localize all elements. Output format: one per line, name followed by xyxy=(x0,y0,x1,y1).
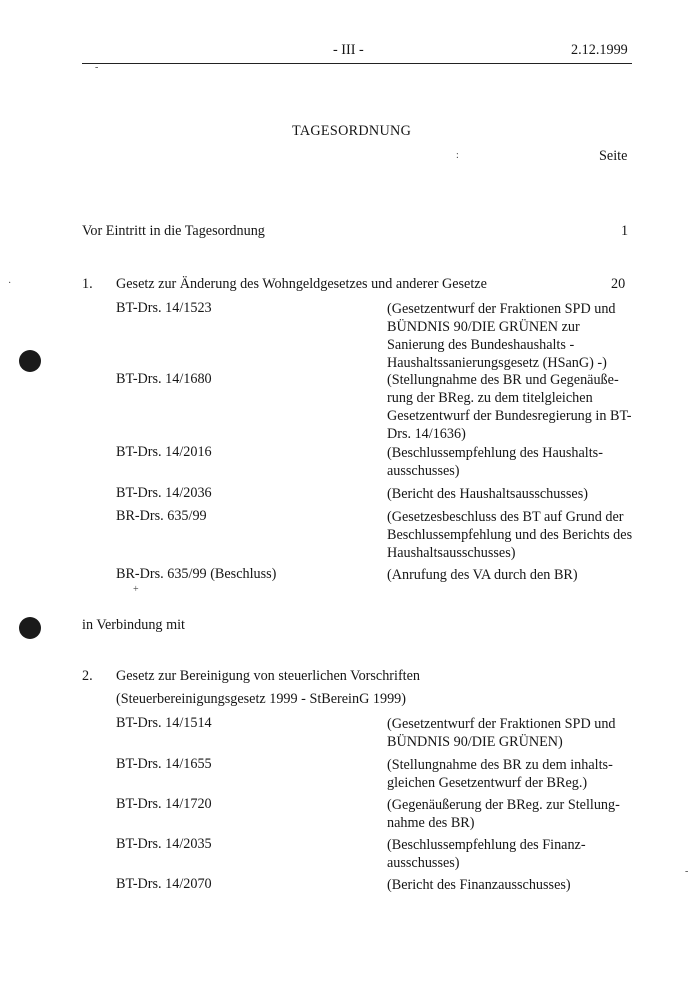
document-reference: BR-Drs. 635/99 (Beschluss) xyxy=(116,566,277,582)
document-description: (Beschlussempfehlung des Haushaltsausschusses) xyxy=(387,445,603,479)
page-number: - III - xyxy=(333,42,364,58)
scan-mark: : xyxy=(456,150,459,161)
document-reference: BT-Drs. 14/1523 xyxy=(116,300,212,316)
document-description: (Gegenäußerung der BReg. zur Stellungnahme des BR) xyxy=(387,797,620,831)
scan-mark: - xyxy=(685,866,689,877)
agenda-item-title: Gesetz zur Bereinigung von steuerlichen Vorschriften xyxy=(116,668,421,684)
scan-mark: · xyxy=(8,278,12,289)
document-description: (Beschlussempfehlung des Finanzausschusses) xyxy=(387,837,586,871)
document-reference: BT-Drs. 14/2016 xyxy=(116,444,212,460)
document-description: (Gesetzentwurf der Fraktionen SPD und BÜNDNIS 90/DIE GRÜNEN zur Sanierung des Bundeshaushalts - Haushaltssanierungsgesetz (HSanG) -) xyxy=(387,301,616,371)
document-reference: BT-Drs. 14/1655 xyxy=(116,756,212,772)
punch-hole xyxy=(19,350,41,372)
agenda-item-title: Gesetz zur Änderung des Wohngeldgesetzes und anderer Gesetze xyxy=(116,276,487,292)
scan-mark: - xyxy=(95,62,99,73)
scan-mark: + xyxy=(133,584,139,595)
document-reference: BR-Drs. 635/99 xyxy=(116,508,207,524)
agenda-item-number: 1. xyxy=(82,276,93,292)
document-reference: BT-Drs. 14/2035 xyxy=(116,836,212,852)
header-rule xyxy=(82,63,632,64)
document-reference: BT-Drs. 14/2036 xyxy=(116,485,212,501)
document-reference: BT-Drs. 14/1680 xyxy=(116,371,212,387)
intro-text: Vor Eintritt in die Tagesordnung xyxy=(82,223,265,239)
agenda-item-number: 2. xyxy=(82,668,93,684)
document-description: (Gesetzesbeschluss des BT auf Grund der Beschlussempfehlung und des Berichts des Haushaltsausschusses) xyxy=(387,509,633,561)
agenda-item-subtitle: (Steuerbereinigungsgesetz 1999 - StBereinG 1999) xyxy=(116,691,406,707)
intro-page: 1 xyxy=(621,223,629,239)
document-date: 2.12.1999 xyxy=(571,42,628,58)
punch-hole xyxy=(19,617,41,639)
document-description: (Anrufung des VA durch den BR) xyxy=(387,567,578,583)
document-reference: BT-Drs. 14/1514 xyxy=(116,715,212,731)
document-description: (Bericht des Finanzausschusses) xyxy=(387,877,571,893)
document-description: (Stellungnahme des BR zu dem inhaltsgleichen Gesetzentwurf der BReg.) xyxy=(387,757,613,791)
document-description: (Stellungnahme des BR und Gegenäußerung der BReg. zu dem titelgleichen Gesetzentwurf der Bundesregierung in BT-Drs. 14/1636) xyxy=(387,372,632,442)
document-reference: BT-Drs. 14/1720 xyxy=(116,796,212,812)
connector-text: in Verbindung mit xyxy=(82,617,185,633)
page-title: TAGESORDNUNG xyxy=(292,123,412,139)
agenda-item-page: 20 xyxy=(611,276,626,292)
document-description: (Bericht des Haushaltsausschusses) xyxy=(387,486,588,502)
document-description: (Gesetzentwurf der Fraktionen SPD und BÜNDNIS 90/DIE GRÜNEN) xyxy=(387,716,616,750)
document-reference: BT-Drs. 14/2070 xyxy=(116,876,212,892)
seite-column-label: Seite xyxy=(599,148,628,164)
